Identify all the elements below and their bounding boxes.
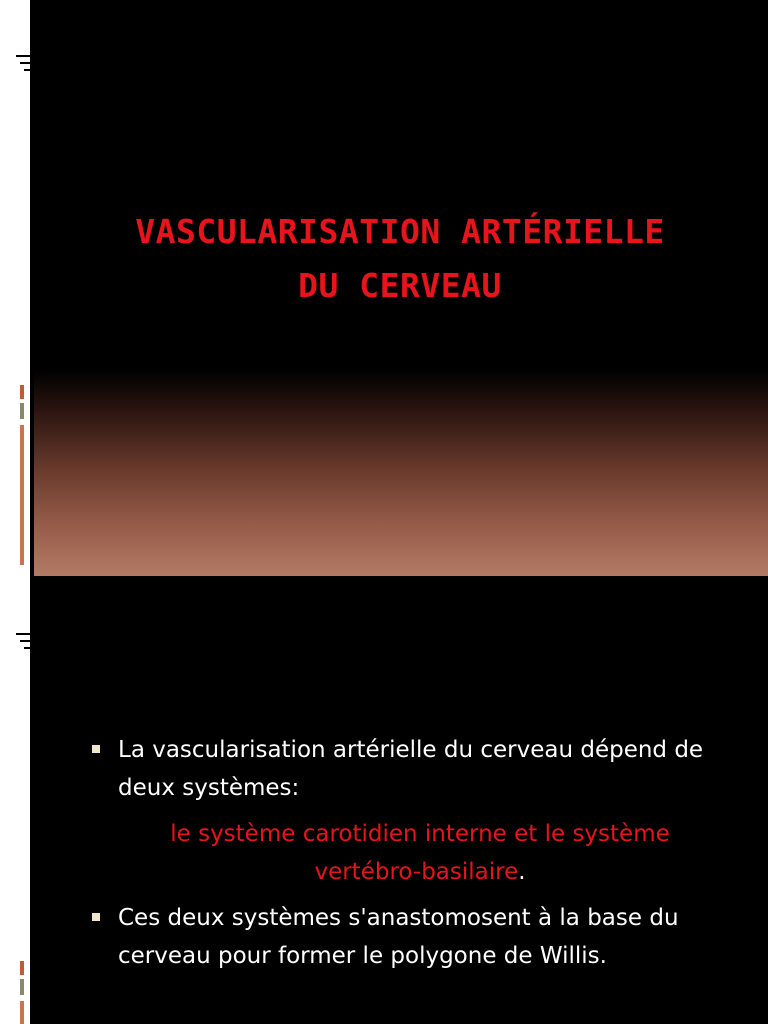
decor-bar — [20, 979, 24, 995]
decor-bar — [20, 425, 24, 565]
left-decorative-strip — [0, 576, 30, 1024]
bullet-item: Ces deux systèmes s'anastomosent à la base du cerveau pour former le polygone de Willis. — [90, 899, 750, 975]
decor-bar — [20, 961, 24, 975]
decor-bar — [20, 385, 24, 399]
systems-red-text-1: le système carotidien interne et le système — [170, 821, 670, 847]
title-line-2: DU CERVEAU — [298, 266, 502, 305]
decor-bar — [20, 1001, 24, 1024]
decor-bar — [20, 403, 24, 419]
decor-line — [16, 55, 30, 57]
content-slide — [0, 576, 768, 1024]
left-decorative-strip — [0, 0, 30, 576]
strip-edge — [30, 0, 34, 576]
decor-line — [16, 633, 30, 635]
systems-red-text-2: vertébro-basilaire — [314, 859, 519, 885]
systems-punct: . — [518, 859, 526, 885]
decor-line — [20, 62, 30, 64]
systems-line — [90, 815, 750, 891]
slide-content — [90, 731, 750, 975]
strip-edge — [30, 576, 34, 1024]
slide-title — [40, 205, 760, 313]
title-line-1: VASCULARISATION ARTÉRIELLE — [135, 212, 665, 251]
bullet-item: La vascularisation artérielle du cerveau dépend de deux systèmes: — [90, 731, 750, 807]
decor-line — [20, 640, 30, 642]
